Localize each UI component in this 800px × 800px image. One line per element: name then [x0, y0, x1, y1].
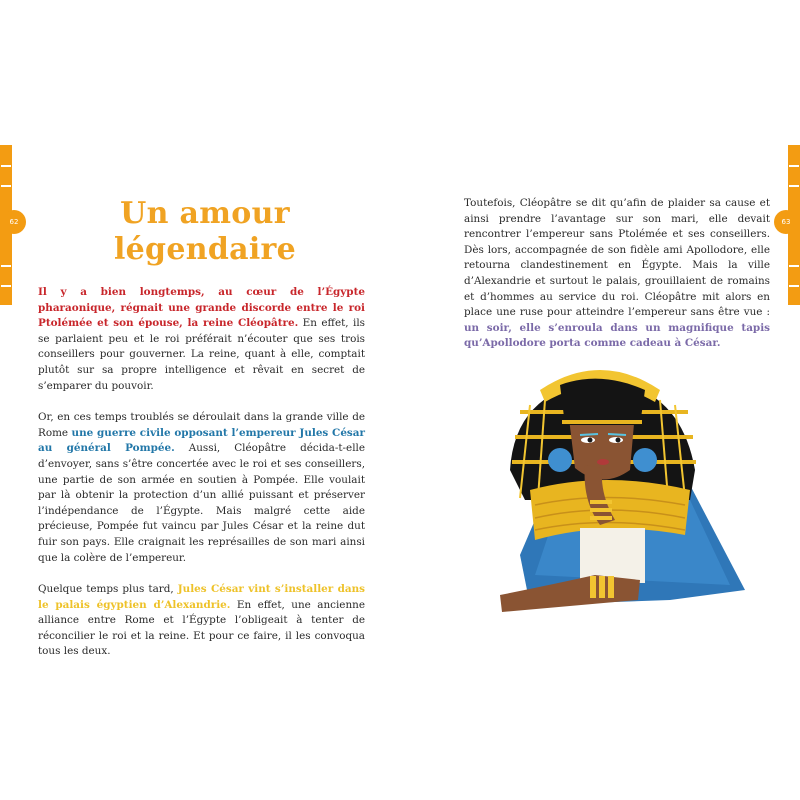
page-title	[110, 196, 300, 268]
paragraph-2-text-b: Aussi, Cléopâtre décida-t-elle d’envoyer, sans s’être concertée avec le roi et ses conseillers, une partie de son armée en soutien à Pompée. Elle voulait par là obtenir la protection d’un allié puissant et préserver l’indépendance de l’Égypte. Mais malgré cette aide précieuse, Pompée fut vaincu par Jules César et la reine dut fuir son pays. Elle craignait les représailles de son mari ainsi que la colère de l’empereur.	[38, 442, 365, 564]
paragraph-1	[38, 285, 365, 394]
highlight-caesar-palace: Jules César vint s’installer dans le palais égyptien d’Alexandrie.	[38, 583, 366, 611]
paragraph-3-text-b: En effet, une ancienne alliance entre Rome et l’Égypte l’obligeait à tenter de réconcilier le roi et la reine. Et pour ce faire, il les convoqua tous les deux.	[38, 598, 365, 658]
cleopatra-illustration	[490, 350, 750, 615]
page-number-left: 62	[2, 210, 26, 234]
paragraph-1-text: En effet, ils se parlaient peu et le roi préférait n’écouter que ses trois conseillers pour gouverner. La reine, quant à elle, comptait plutôt sur sa propre intelligence et rêvait en secret de s’emparer du pouvoir.	[38, 317, 366, 392]
paragraph-4-text: Toutefois, Cléopâtre se dit qu’afin de plaider sa cause et ainsi prendre l’avantage sur son mari, elle devait rencontrer l’empereur sans Ptolémée et ses conseillers. Dès lors, accompagnée de son fidèle ami Apollodore, elle retourna clandestinement en Égypte. Mais la ville d’Alexandrie et surtout le palais, grouillaient de romains et d’hommes au service du roi. Cléopâtre mit alors en place une ruse pour atteindre l’empereur sans être vue :	[464, 197, 770, 319]
title-line-2: légendaire	[113, 232, 297, 267]
highlight-carpet: un soir, elle s’enroula dans un magnifique tapis qu’Apollodore porta comme cadeau à César.	[464, 321, 770, 350]
paragraph-3-text-a: Quelque temps plus tard,	[38, 583, 178, 596]
paragraph-3	[38, 582, 365, 660]
paragraph-2	[38, 410, 365, 566]
right-text-column	[464, 196, 770, 368]
title-line-1: Un amour	[120, 196, 290, 231]
page-number-right: 63	[774, 210, 798, 234]
right-page	[400, 0, 800, 800]
left-text-column	[38, 285, 365, 676]
paragraph-2-text-a: Or, en ces temps troublés se déroulait dans la grande ville de Rome	[38, 411, 365, 439]
highlight-civil-war: une guerre civile opposant l’empereur Jules César au général Pompée.	[38, 426, 365, 455]
highlight-intro: Il y a bien longtemps, au cœur de l’Égypte pharaonique, régnait une grande discorde entre le roi Ptolémée et son épouse, la reine Cléopâtre.	[38, 286, 365, 330]
paragraph-4	[464, 196, 770, 352]
